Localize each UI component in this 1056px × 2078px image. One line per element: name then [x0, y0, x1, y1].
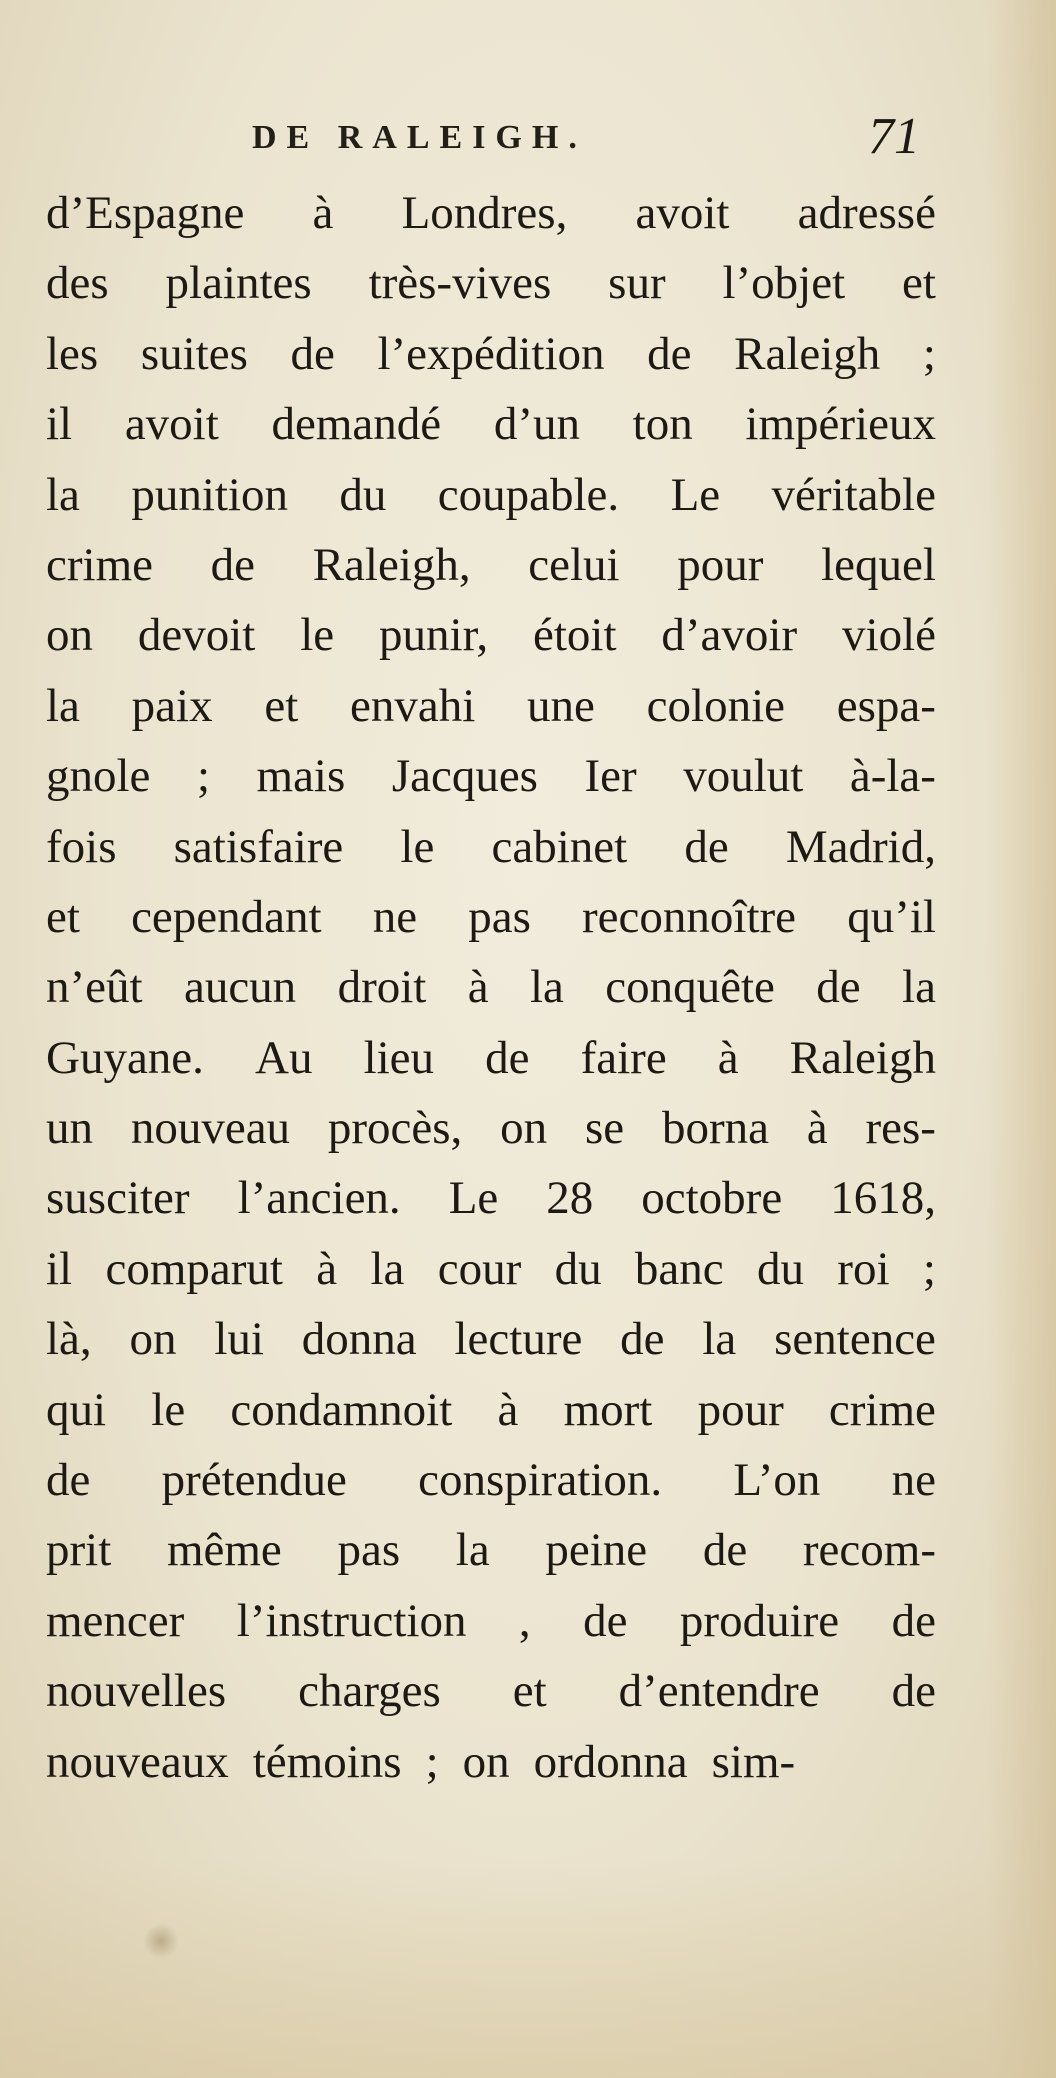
word: ne [891, 1454, 936, 1507]
word: sentence [774, 1313, 936, 1366]
word: pour [677, 538, 764, 591]
word: à [497, 1383, 519, 1436]
word: il [46, 398, 73, 451]
word: Ier [584, 750, 637, 803]
word: punition [131, 468, 288, 521]
text-line [46, 671, 936, 741]
word: qu’il [847, 890, 936, 943]
word: octobre [641, 1172, 783, 1225]
word: de [210, 538, 256, 591]
word: un [46, 1102, 93, 1155]
text-line [46, 882, 936, 952]
word: la [455, 1524, 490, 1577]
word: sur [608, 257, 666, 310]
word: à-la- [849, 750, 936, 803]
word: de [647, 327, 692, 380]
word: celui [528, 538, 620, 591]
word: Raleigh [734, 327, 881, 380]
text-line [46, 530, 936, 600]
page-header [0, 105, 1056, 175]
text-line [46, 1445, 936, 1515]
word: adressé [797, 187, 936, 239]
page-bottom-shading [0, 1858, 1056, 2078]
word: témoins [252, 1735, 402, 1788]
word: à [717, 1031, 739, 1084]
word: de [702, 1524, 748, 1577]
word: de [290, 327, 335, 380]
word: de [891, 1594, 936, 1647]
text-line [46, 389, 936, 459]
word: reconnoître [582, 890, 797, 943]
word: la [46, 679, 80, 732]
word: le [400, 820, 435, 873]
word: pas [468, 890, 531, 943]
word: demandé [271, 398, 442, 451]
word: d’un [493, 398, 580, 451]
word: conquête [605, 961, 775, 1014]
word: lieu [363, 1031, 435, 1084]
word: le [151, 1383, 186, 1436]
word: mencer [46, 1594, 185, 1647]
word: recom- [802, 1524, 936, 1577]
word: là, [46, 1313, 92, 1366]
word: à [316, 1242, 338, 1295]
word: à [467, 961, 489, 1014]
word: du [554, 1242, 602, 1295]
running-head: DE RALEIGH. [252, 119, 587, 156]
word: pas [337, 1524, 401, 1577]
text-line [46, 1375, 936, 1445]
text-line [46, 319, 936, 389]
word: on [500, 1102, 548, 1155]
word: satisfaire [173, 820, 344, 873]
text-line [46, 1515, 936, 1585]
word: espa- [836, 679, 936, 732]
text-line [46, 1023, 936, 1093]
word: plaintes [165, 257, 312, 310]
word: ; [425, 1735, 439, 1788]
word: de [891, 1665, 936, 1718]
word: crime [828, 1383, 936, 1436]
word: coupable. [437, 468, 620, 521]
word: mais [256, 750, 346, 803]
word: punir, [379, 609, 489, 662]
word: Londres, [401, 187, 568, 239]
page-number: 71 [868, 108, 920, 165]
word: on [129, 1313, 177, 1366]
word: ordonna [533, 1735, 688, 1788]
word: la [902, 961, 936, 1014]
word: comparut [105, 1242, 283, 1295]
word: violé [842, 609, 936, 662]
text-line [46, 952, 936, 1022]
word: des [46, 257, 109, 310]
word: ton [632, 398, 693, 451]
word: et [512, 1665, 547, 1718]
word: une [527, 679, 595, 732]
word: lecture [454, 1313, 583, 1366]
word: il [46, 1242, 73, 1295]
word: cabinet [491, 820, 628, 873]
word: très-vives [368, 257, 552, 310]
word: la [529, 961, 564, 1014]
word: même [166, 1524, 282, 1577]
word: Au [255, 1031, 313, 1084]
word: ; [922, 1242, 936, 1295]
word: véritable [771, 468, 936, 521]
word: suites [140, 327, 248, 380]
word: colonie [646, 679, 786, 732]
word: charges [298, 1665, 441, 1718]
word: crime [46, 538, 153, 591]
word: l’expédition [377, 327, 605, 380]
word: gnole [46, 750, 151, 803]
word: qui [46, 1383, 107, 1436]
word: , [518, 1594, 531, 1647]
page-edge-shading [986, 0, 1056, 2078]
word: Raleigh, [312, 538, 471, 591]
word: produire [679, 1594, 840, 1647]
word: lui [214, 1313, 264, 1366]
word: res- [865, 1102, 936, 1155]
word: Jacques [391, 750, 538, 803]
paper-stain [144, 1922, 178, 1960]
word: l’instruction [236, 1594, 467, 1647]
word: voulut [683, 750, 804, 803]
word: pour [697, 1383, 784, 1436]
word: et [902, 257, 936, 310]
word: de [583, 1594, 628, 1647]
word: à [312, 187, 334, 239]
word: Raleigh [789, 1031, 936, 1084]
text-line [46, 1234, 936, 1304]
word: ; [922, 327, 936, 380]
word: Le [448, 1172, 499, 1225]
word: la [370, 1242, 405, 1295]
word: de [620, 1313, 665, 1366]
word: sim- [711, 1735, 796, 1788]
word: Guyane. [46, 1031, 204, 1084]
word: on [46, 609, 93, 662]
word: de [46, 1454, 91, 1507]
word: banc [634, 1242, 724, 1295]
text-line [46, 600, 936, 670]
text-line [46, 178, 936, 248]
word: impérieux [745, 398, 936, 451]
word: n’eût [46, 961, 143, 1014]
word: cependant [131, 890, 322, 943]
word: roi [837, 1242, 890, 1295]
text-line [46, 741, 936, 811]
word: étoit [532, 609, 617, 662]
word: de [816, 961, 861, 1014]
word: l’ancien. [237, 1172, 401, 1225]
word: à [806, 1102, 828, 1155]
word: nouveaux [46, 1735, 229, 1788]
word: nouvelles [46, 1665, 227, 1718]
word: le [300, 609, 335, 662]
word: et [46, 890, 80, 943]
word: de [485, 1031, 530, 1084]
text-line [46, 1093, 936, 1163]
word: du [339, 468, 387, 521]
word: fois [46, 820, 117, 873]
word: Madrid, [785, 820, 936, 873]
text-line [46, 1163, 936, 1233]
word: prit [46, 1524, 112, 1577]
word: ne [372, 890, 418, 943]
word: borna [661, 1102, 769, 1155]
text-line [46, 460, 936, 530]
word: paix [131, 679, 213, 732]
word: on [462, 1735, 510, 1788]
word: se [584, 1102, 625, 1155]
word: susciter [46, 1172, 190, 1225]
word: peine [545, 1524, 648, 1577]
word: avoit [635, 187, 730, 239]
word: L’on [733, 1454, 821, 1507]
word: d’avoir [661, 609, 798, 662]
word: d’entendre [618, 1665, 820, 1718]
word: nouveau [130, 1102, 291, 1155]
word: cour [437, 1242, 522, 1295]
word: mort [563, 1383, 653, 1436]
word: 28 [546, 1172, 594, 1225]
word: les [46, 327, 99, 380]
word: avoit [124, 398, 219, 451]
word: Le [670, 468, 721, 521]
word: l’objet [722, 257, 846, 310]
word: faire [580, 1031, 667, 1084]
text-line [46, 1727, 936, 1797]
word: aucun [183, 961, 297, 1014]
body-text [46, 178, 936, 1797]
word: donna [301, 1313, 417, 1366]
text-line [46, 812, 936, 882]
word: de [684, 820, 729, 873]
word: prétendue [161, 1454, 347, 1507]
word: lequel [821, 538, 936, 591]
word: condamnoit [230, 1383, 453, 1436]
word: droit [337, 961, 427, 1014]
word: du [756, 1242, 804, 1295]
word: procès, [327, 1102, 463, 1155]
word: devoit [137, 609, 256, 662]
text-line [46, 1586, 936, 1656]
word: conspiration. [418, 1454, 663, 1507]
text-line [46, 1304, 936, 1374]
word: d’Espagne [46, 187, 245, 239]
word: 1618, [830, 1172, 936, 1225]
word: et [264, 679, 299, 732]
word: la [46, 468, 80, 521]
text-line [46, 1656, 936, 1726]
word: envahi [350, 679, 476, 732]
word: la [702, 1313, 737, 1366]
word: ; [196, 750, 210, 803]
text-line [46, 248, 936, 318]
